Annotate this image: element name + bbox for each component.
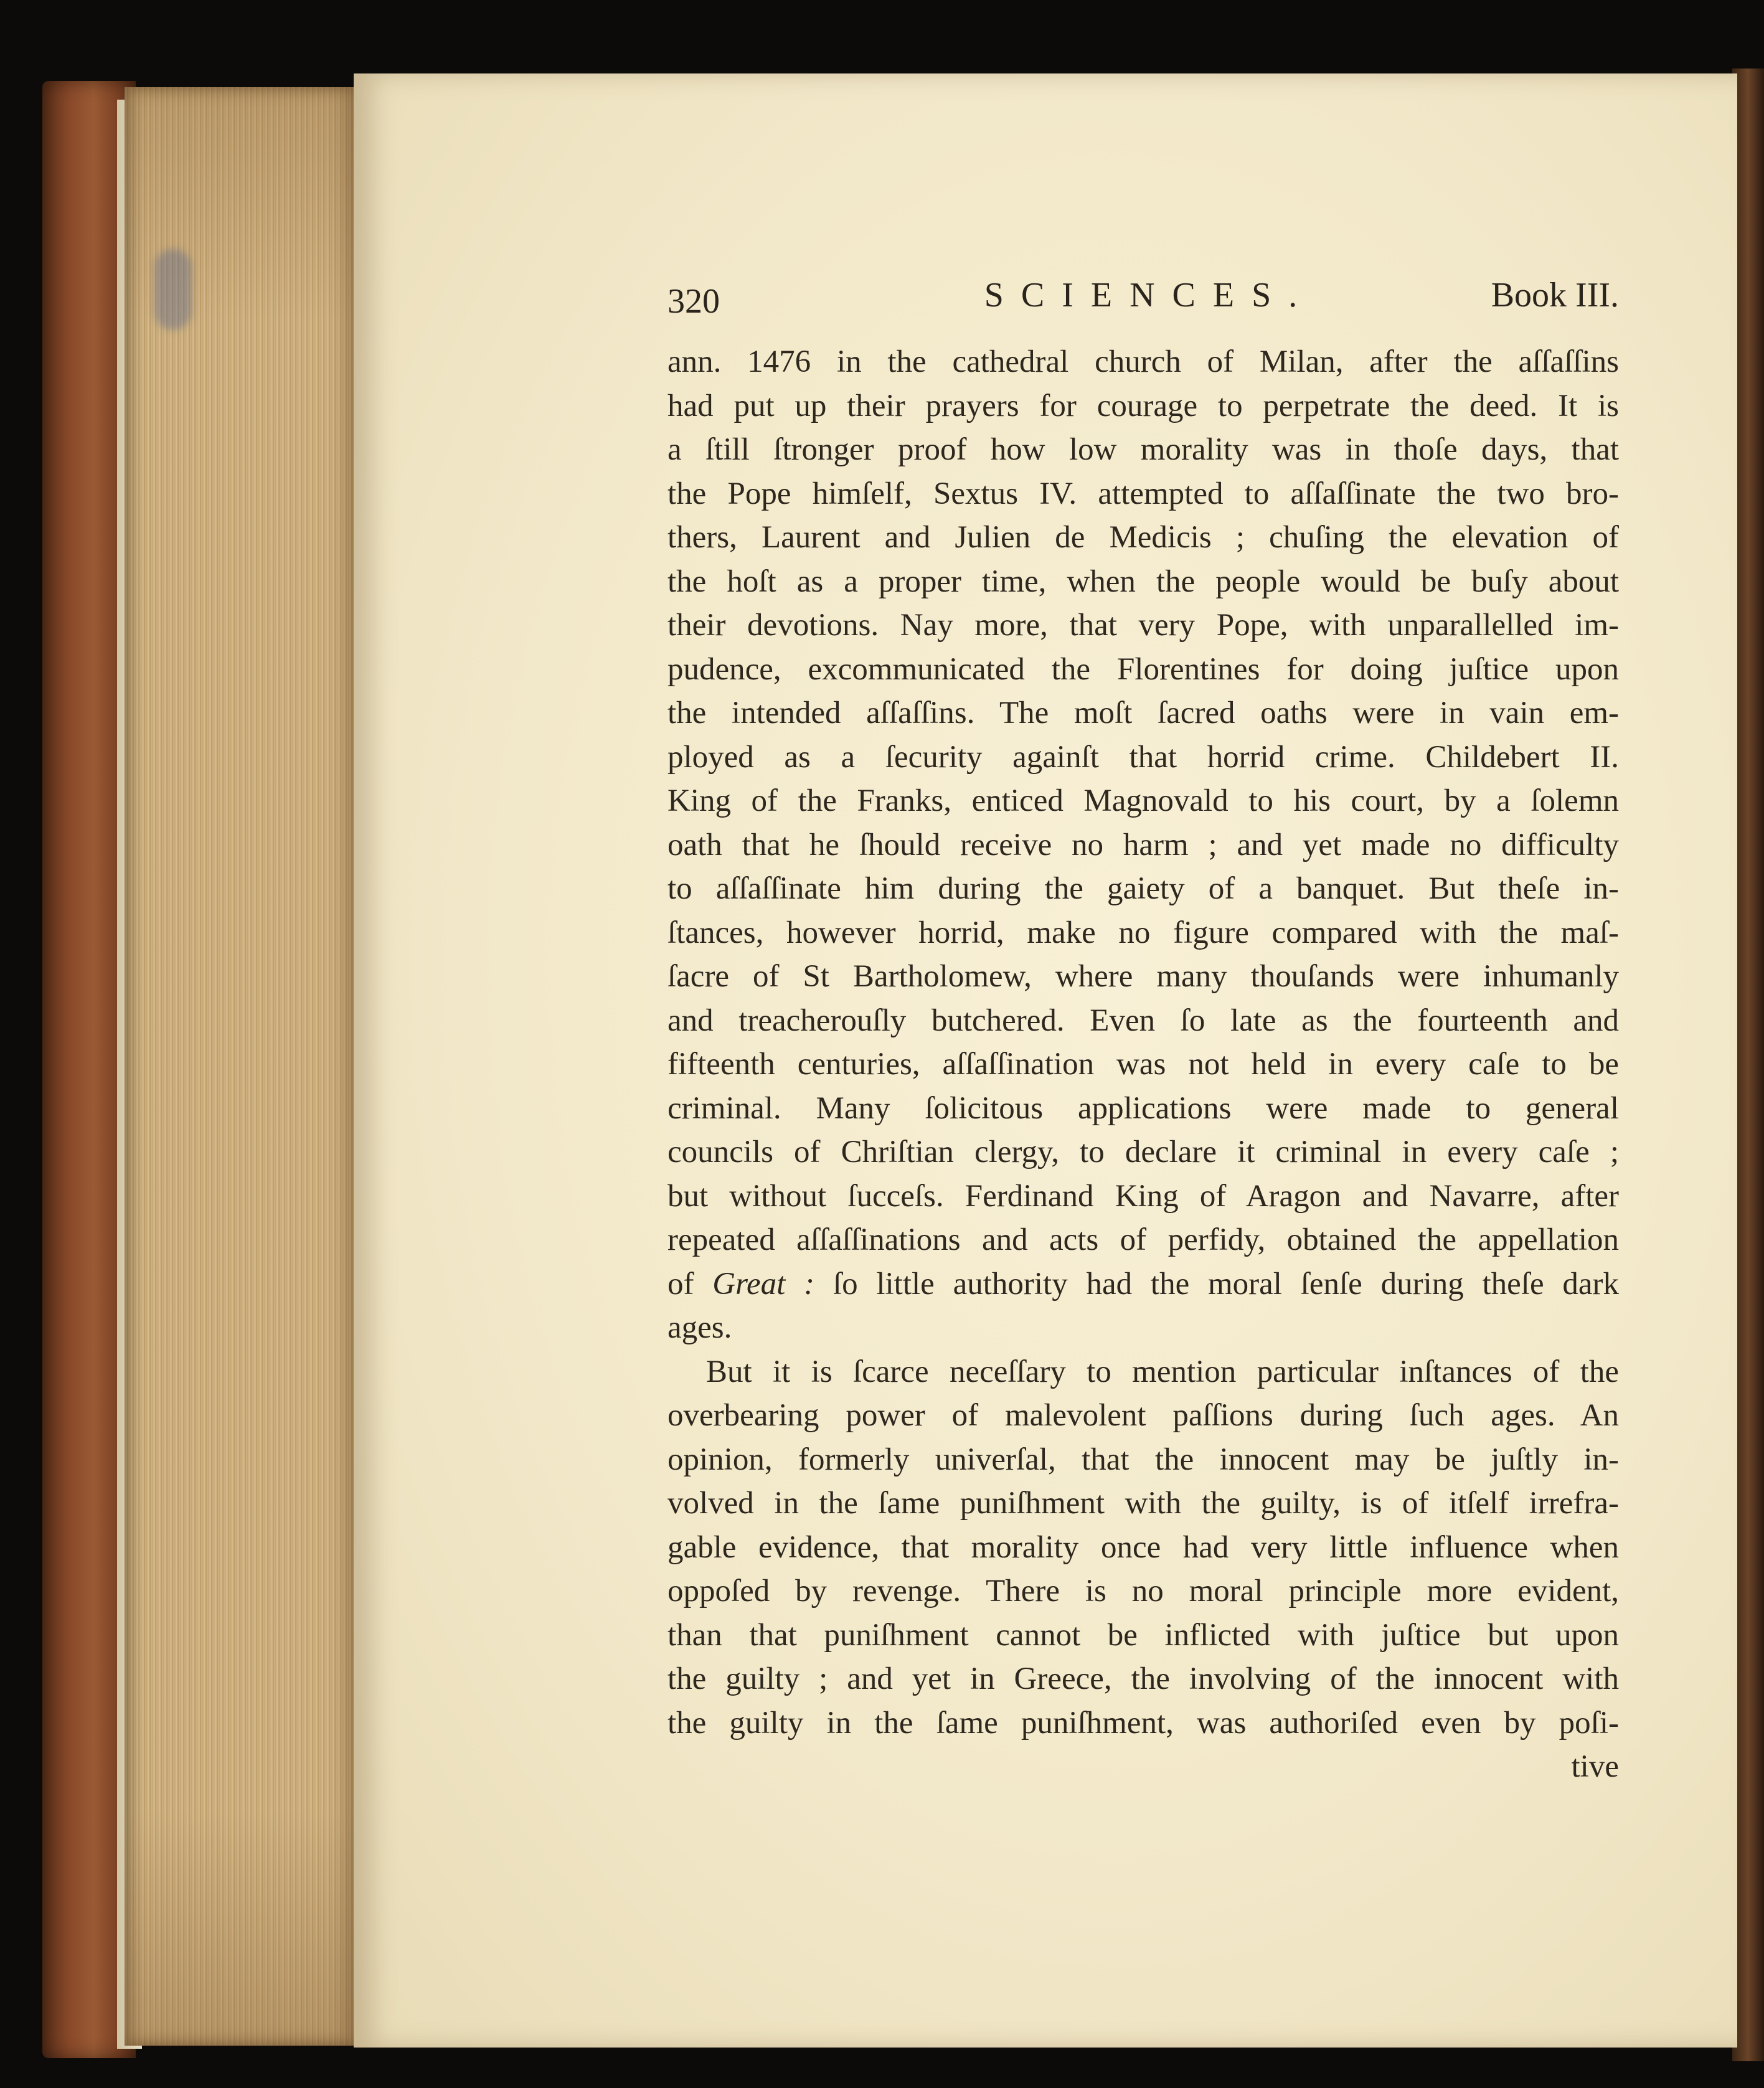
text-line: volved in the ſame puniſhment with the guilty, is of itſelf irrefra- [667, 1486, 1619, 1521]
text-line: King of the Franks, enticed Magnovald to his court, by a ſolemn [667, 783, 1619, 818]
text-line: criminal. Many ſolicitous applications were made to general [667, 1090, 1619, 1126]
text-line: the guilty in the ſame puniſhment, was authoriſed even by poſi- [667, 1705, 1619, 1741]
text-line: opinion, formerly univerſal, that the innocent may be juſtly in- [667, 1442, 1619, 1477]
paragraph-start-line: But it is ſcarce neceſſary to mention particular inſtances of the [706, 1354, 1619, 1389]
text-line: the Pope himſelf, Sextus IV. attempted to aſſaſſinate the two bro- [667, 476, 1619, 511]
catchword: tive [1571, 1749, 1619, 1784]
text-line-with-italic [667, 1262, 1619, 1306]
text-line: thers, Laurent and Julien de Medicis ; chuſing the elevation of [667, 520, 1619, 555]
text-line: than that puniſhment cannot be inflicted with juſtice but upon [667, 1617, 1619, 1653]
text-line: had put up their prayers for courage to perpetrate the deed. It is [667, 388, 1619, 423]
text-line: oath that he ſhould receive no harm ; and yet made no difficulty [667, 827, 1619, 862]
section-title: SCIENCES. [984, 276, 1315, 314]
text-line: pudence, excommunicated the Florentines for doing juſtice upon [667, 651, 1619, 687]
text-line: a ſtill ſtronger proof how low morality was in thoſe days, that [667, 432, 1619, 467]
italic-word: Great : [712, 1266, 815, 1301]
text-line: overbearing power of malevolent paſſions during ſuch ages. An [667, 1398, 1619, 1433]
text-line: their devotions. Nay more, that very Pope, with unparallelled im- [667, 608, 1619, 643]
running-head [667, 275, 1619, 325]
text-line: ann. 1476 in the cathedral church of Milan, after the aſſaſſins [667, 344, 1619, 379]
text-line: ſtances, however horrid, make no figure compared with the maſ- [667, 915, 1619, 950]
page-edges-block [125, 87, 358, 2046]
text-line: oppoſed by revenge. There is no moral principle more evident, [667, 1574, 1619, 1609]
book-reference: Book III. [1491, 276, 1619, 314]
text-line: ployed as a ſecurity againſt that horrid crime. Childebert II. [667, 739, 1619, 775]
page-edges-shading [125, 87, 358, 2046]
left-cover-board [42, 81, 136, 2058]
line-segment: ſo little authority had the moral ſenſe during theſe dark [814, 1266, 1619, 1301]
page-number: 320 [667, 282, 720, 321]
body-text [667, 340, 1619, 1789]
text-line: the guilty ; and yet in Greece, the involving of the innocent with [667, 1661, 1619, 1696]
text-line: to aſſaſſinate him during the gaiety of a banquet. But theſe in- [667, 871, 1619, 906]
text-line: fifteenth centuries, aſſaſſination was not held in every caſe to be [667, 1047, 1619, 1082]
text-line: and treacherouſly butchered. Even ſo late as the fourteenth and [667, 1003, 1619, 1038]
text-line: the intended aſſaſſins. The moſt ſacred oaths were in vain em- [667, 696, 1619, 730]
text-line: the hoſt as a proper time, when the people would be buſy about [667, 564, 1619, 599]
text-line: ſacre of St Bartholomew, where many thouſands were inhumanly [667, 959, 1619, 994]
text-line: but without ſucceſs. Ferdinand King of Aragon and Navarre, after [667, 1178, 1619, 1214]
library-stamp-mark [154, 249, 192, 330]
text-line: ages. [667, 1310, 732, 1345]
text-line: repeated aſſaſſinations and acts of perfidy, obtained the appellation [667, 1222, 1619, 1257]
text-line: councils of Chriſtian clergy, to declare it criminal in every caſe ; [667, 1135, 1619, 1169]
text-line: gable evidence, that morality once had very little influence when [667, 1529, 1619, 1565]
line-segment: of [667, 1266, 713, 1301]
